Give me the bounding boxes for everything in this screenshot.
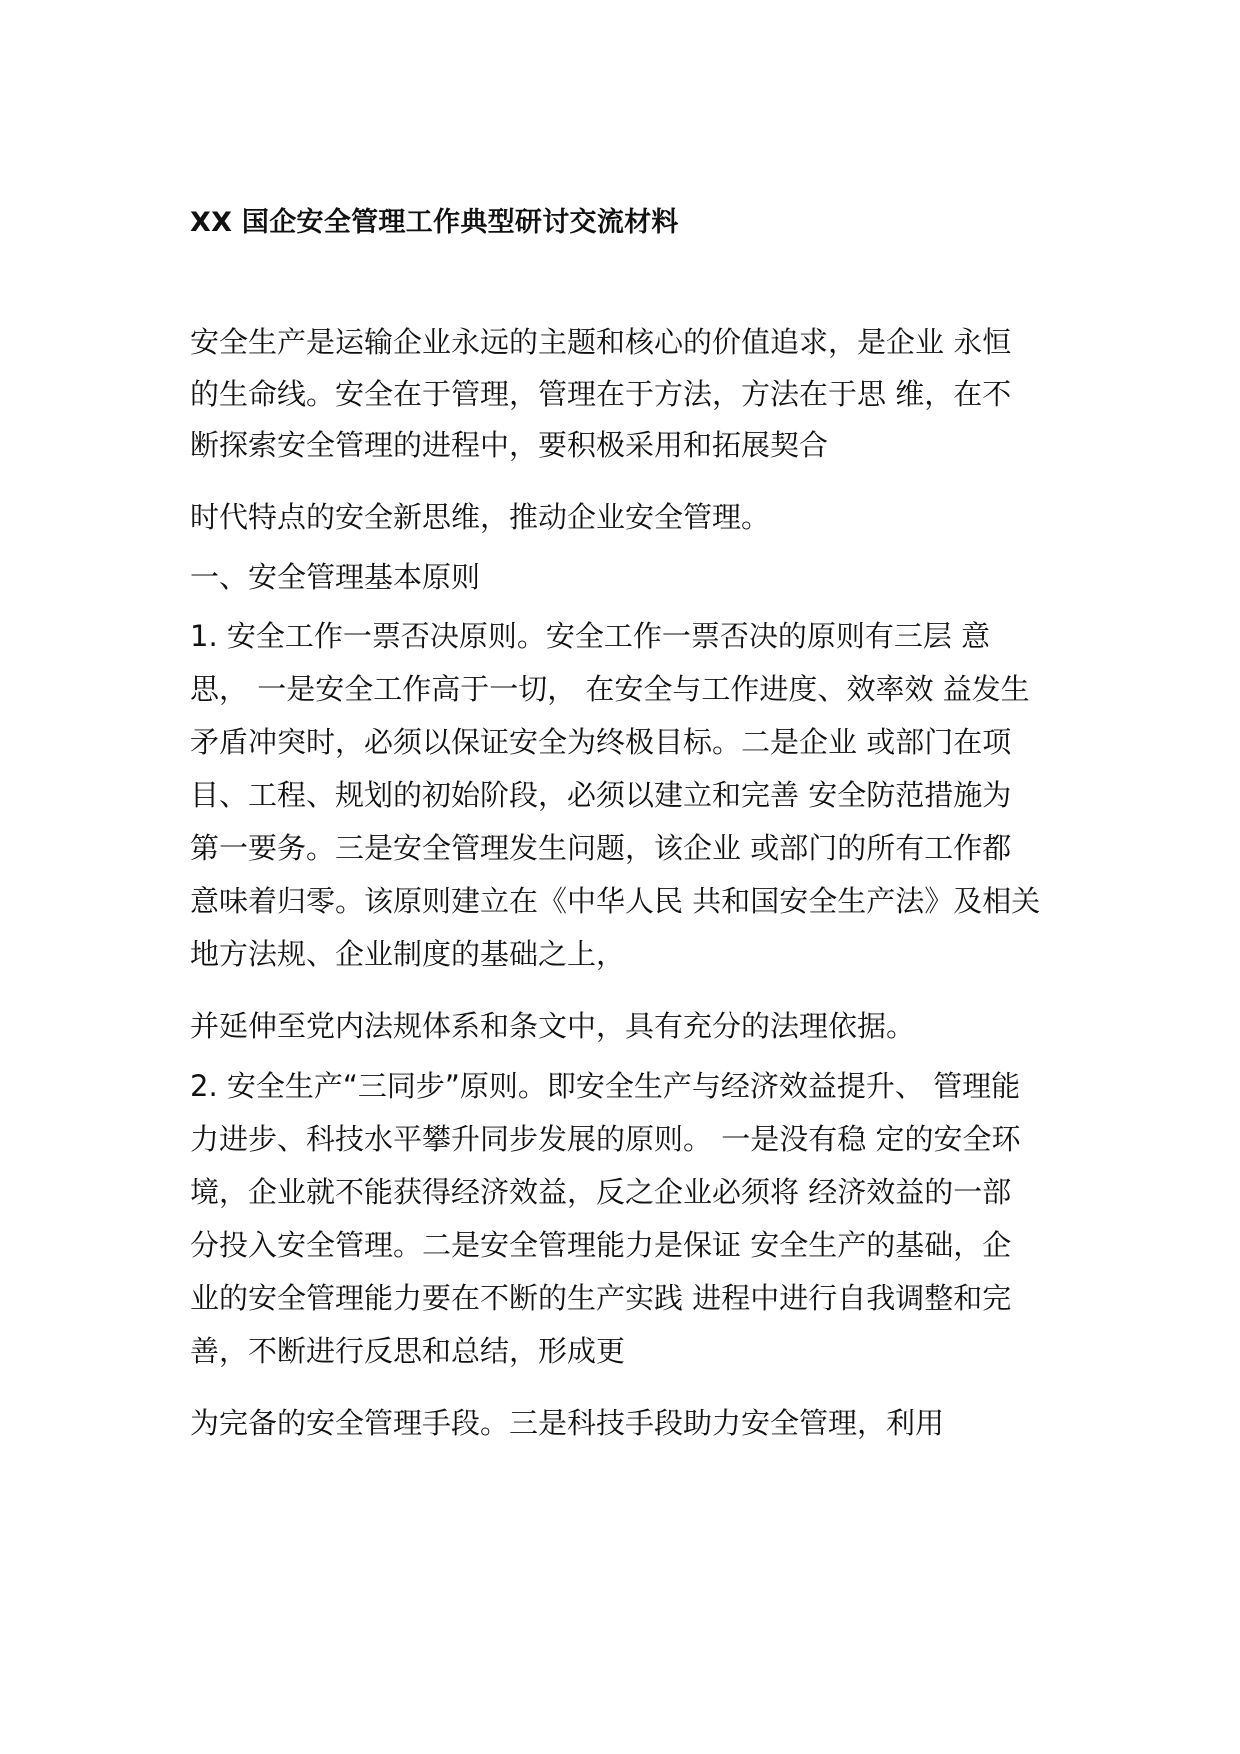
paragraph-line: 境，企业就不能获得经济效益，反之企业必须将 经济效益的一部	[190, 1175, 1012, 1209]
paragraph-line: 业的安全管理能力要在不断的生产实践 进程中进行自我调整和完	[190, 1281, 1012, 1315]
paragraph-line: 目、工程、规划的初始阶段，必须以建立和完善 安全防范措施为	[190, 778, 1012, 812]
paragraph-line: 矛盾冲突时，必须以保证安全为终极目标。二是企业 或部门在项	[190, 725, 1012, 759]
paragraph-line: 地方法规、企业制度的基础之上，	[190, 937, 626, 971]
paragraph-line: 分投入安全管理。二是安全管理能力是保证 安全生产的基础，企	[190, 1228, 1012, 1262]
paragraph-line: 2. 安全生产“三同步”原则。即安全生产与经济效益提升、 管理能	[190, 1069, 1021, 1103]
paragraph-line: 1. 安全工作一票否决原则。安全工作一票否决的原则有三层 意	[190, 619, 991, 653]
paragraph-line: 第一要务。三是安全管理发生问题，该企业 或部门的所有工作都	[190, 831, 1012, 865]
paragraph-line: 意味着归零。该原则建立在《中华人民 共和国安全生产法》及相关	[190, 884, 1041, 918]
paragraph-line: 力进步、科技水平攀升同步发展的原则。 一是没有稳 定的安全环	[190, 1122, 1021, 1156]
paragraph-line: 时代特点的安全新思维，推动企业安全管理。	[190, 500, 771, 534]
paragraph-line: 为完备的安全管理手段。三是科技手段助力安全管理，利用	[190, 1406, 945, 1440]
paragraph-line: 断探索安全管理的进程中，要积极采用和拓展契合	[190, 428, 829, 462]
paragraph-line: 思， 一是安全工作高于一切， 在安全与工作进度、效率效 益发生	[190, 672, 1030, 706]
section-heading: 一、安全管理基本原则	[190, 560, 481, 594]
document-title: XX 国企安全管理工作典型研讨交流材料	[190, 207, 679, 238]
paragraph-line: 善，不断进行反思和总结，形成更	[190, 1334, 626, 1368]
paragraph-line: 安全生产是运输企业永远的主题和核心的价值追求，是企业 永恒	[190, 325, 1012, 359]
paragraph-line: 并延伸至党内法规体系和条文中，具有充分的法理依据。	[190, 1009, 916, 1043]
paragraph-line: 的生命线。安全在于管理，管理在于方法，方法在于思 维，在不	[190, 377, 1012, 411]
